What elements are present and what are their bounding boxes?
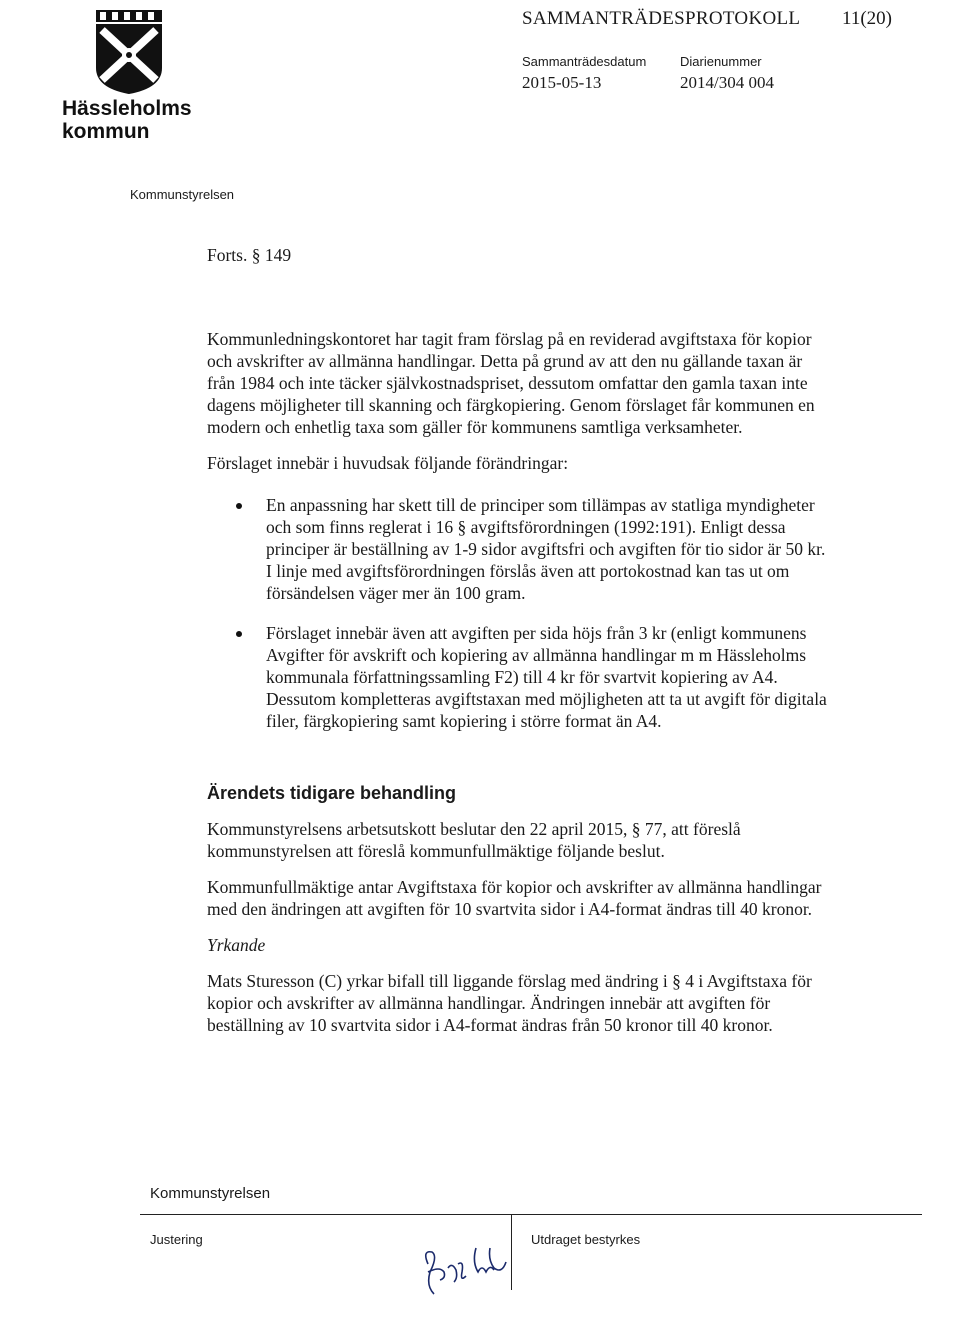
meeting-date-block <box>522 54 646 93</box>
document-header <box>522 8 892 92</box>
handwritten-signature <box>418 1242 510 1298</box>
logo-text-line2: kommun <box>62 120 150 143</box>
logo-text-line1: Hässleholms <box>62 97 192 120</box>
document-title: SAMMANTRÄDESPROTOKOLL <box>522 8 801 29</box>
list-item-text: Förslaget innebär även att avgiften per sida höjs från 3 kr (enligt kommunens Avgifter för avskrift och kopiering av allmänna handlingar m m Hässleholms kommunala författningssamling F2) till 4 kr för svartvit kopiering av A4. Dessutom kompletteras avgiftstaxan med möjligheten att ta ut avgift för digitala filer, färgkopiering samt kopiering i större format än A4. <box>266 623 827 731</box>
bullet-icon <box>236 503 242 509</box>
bullet-icon <box>236 631 242 637</box>
municipality-logo <box>62 8 202 142</box>
paragraph-2: Förslaget innebär i huvudsak följande förändringar: <box>207 453 569 473</box>
meeting-date-value: 2015-05-13 <box>522 73 602 92</box>
list-item <box>207 494 827 604</box>
justering-label: Justering <box>150 1232 203 1247</box>
page-number: 11(20) <box>842 8 892 29</box>
paragraph-4: Kommunfullmäktige antar Avgiftstaxa för kopior och avskrifter av allmänna handlingar med den ändringen att avgiften för 10 svartvita sidor i A4-format ändras till 40 kronor. <box>207 877 822 919</box>
section-heading: Ärendets tidigare behandling <box>207 783 457 803</box>
footer-vertical-divider <box>511 1214 512 1290</box>
list-item-text: En anpassning har skett till de principer som tillämpas av statliga myndigheter och som finns reglerat i 16 § avgiftsförordningen (1992:191). Enligt dessa principer är beställning av 1-9 sidor avgiftsfri och avgiften för tio sidor är 50 kr. I linje med avgiftsförordningen förslås även att portokostnad kan tas ut om försändelsen väger mer än 100 gram. <box>266 495 826 603</box>
paragraph-1: Kommunledningskontoret har tagit fram förslag på en reviderad avgiftstaxa för kopior och avskrifter av allmänna handlingar. Detta på grund av att den nu gällande taxan är från 1984 och inte täcker självkostnadspriset, dessutom omfattar den gamla taxan inte dagens möjligheter till skanning och färgkopiering. Genom förslaget får kommunen en modern och enhetlig taxa som gäller för kommunens samtliga verksamheter. <box>207 329 815 437</box>
footer-divider <box>140 1214 922 1215</box>
footer-committee: Kommunstyrelsen <box>150 1185 271 1202</box>
coat-of-arms-icon <box>94 8 164 96</box>
diary-number-block <box>680 54 774 93</box>
diary-number-label: Diarienummer <box>680 54 762 69</box>
utdraget-label: Utdraget bestyrkes <box>531 1232 641 1247</box>
list-item <box>207 622 827 732</box>
paragraph-5: Mats Sturesson (C) yrkar bifall till liggande förslag med ändring i § 4 i Avgiftstaxa för kopior och avskrifter av allmänna handlingar. Ändringen innebär att avgiften för beställning av 10 svartvita sidor i A4-format ändras från 50 kronor till 40 kronor. <box>207 971 812 1035</box>
changes-list <box>207 494 827 732</box>
paragraph-3: Kommunstyrelsens arbetsutskott beslutar den 22 april 2015, § 77, att föreslå kommunstyrelsen att föreslå kommunfullmäktige följande beslut. <box>207 819 741 861</box>
section-continuation: Forts. § 149 <box>207 245 292 265</box>
diary-number-value: 2014/304 004 <box>680 73 774 92</box>
committee-name: Kommunstyrelsen <box>130 187 235 202</box>
meeting-date-label: Sammanträdesdatum <box>522 54 647 69</box>
subsection-heading: Yrkande <box>207 935 266 955</box>
document-body <box>207 244 827 1050</box>
